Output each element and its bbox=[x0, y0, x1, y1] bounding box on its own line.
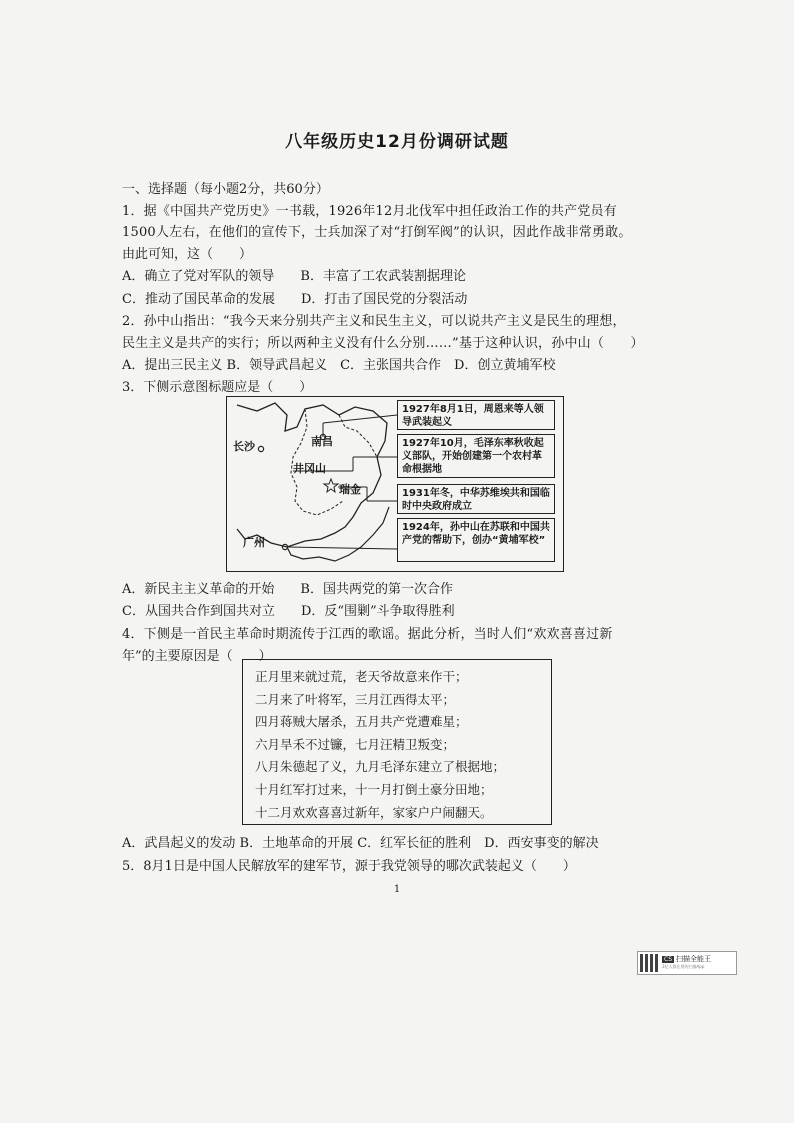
section-heading: 一、选择题（每小题2分，共60分） bbox=[122, 182, 329, 197]
question-4-options: A．武昌起义的发动 B．土地革命的开展 C．红军长征的胜利 D．西安事变的解决 bbox=[122, 836, 599, 851]
song-line: 四月蒋贼大屠杀，五月共产党遭难星； bbox=[255, 714, 468, 730]
city-ruijin: 瑞金 bbox=[339, 483, 361, 496]
page-number: 1 bbox=[393, 884, 401, 895]
question-2-line-1: 2．孙中山指出：“我今天来分别共产主义和民生主义，可以说共产主义是民生的理想， bbox=[122, 314, 626, 329]
question-3-options-ab: A．新民主主义革命的开始 B．国共两党的第一次合作 bbox=[122, 582, 453, 597]
question-5-stem: 5．8月1日是中国人民解放军的建军节，源于我党领导的哪次武装起义（ ） bbox=[122, 859, 576, 874]
song-line: 正月里来就过荒，老天爷故意来作干； bbox=[255, 669, 468, 684]
question-1-options-cd: C．推动了国民革命的发展 D．打击了国民党的分裂活动 bbox=[122, 292, 468, 307]
map-note-whampoa: 1924年，孙中山在苏联和中国共产党的帮助下，创办“黄埔军校” bbox=[397, 518, 555, 562]
map-note-nanchang-uprising: 1927年8月1日，周恩来等人领导武装起义 bbox=[397, 400, 555, 430]
city-guangzhou: 广州 bbox=[243, 536, 265, 549]
scanner-logo-icon: CS bbox=[664, 956, 672, 963]
song-line: 十月红军打过来，十一月打倒土豪分田地； bbox=[255, 781, 493, 797]
city-nanchang: 南昌 bbox=[311, 435, 333, 448]
question-3-stem: 3．下侧示意图标题应是（ ） bbox=[122, 380, 313, 395]
question-3-options-cd: C．从国共合作到国共对立 D．反“围剿”斗争取得胜利 bbox=[122, 604, 455, 619]
question-1-line-1: 1．据《中国共产党历史》一书载，1926年12月北伐军中担任政治工作的共产党员有 bbox=[122, 204, 617, 219]
song-line: 二月来了叶将军，三月江西得太平； bbox=[255, 691, 456, 707]
question-1-options-ab: A．确立了党对军队的领导 B．丰富了工农武装割据理论 bbox=[122, 269, 466, 284]
scanner-watermark bbox=[637, 951, 737, 975]
scanner-tagline: 3亿人都在用的扫描App bbox=[662, 964, 705, 969]
question-2-line-2: 民生主义是共产的实行；所以两种主义没有什么分别……”基于这种认识，孙中山（ ） bbox=[122, 336, 644, 351]
song-line: 八月朱德起了义，九月毛泽东建立了根据地； bbox=[255, 759, 506, 775]
song-line: 十二月欢欢喜喜过新年，家家户户闹翻天。 bbox=[255, 804, 493, 820]
question-2-options: A．提出三民主义 B．领导武昌起义 C．主张国共合作 D．创立黄埔军校 bbox=[122, 358, 556, 373]
map-note-soviet-government: 1931年冬，中华苏维埃共和国临时中央政府成立 bbox=[397, 484, 555, 514]
map-note-autumn-harvest: 1927年10月，毛泽东率秋收起义部队，开始创建第一个农村革命根据地 bbox=[397, 434, 555, 478]
folk-song-box bbox=[242, 659, 552, 825]
question-4-line-1: 4．下侧是一首民主革命时期流传于江西的歌谣。据此分析，当时人们“欢欢喜喜过新 bbox=[122, 627, 613, 642]
question-1-line-2: 1500人左右，在他们的宣传下，士兵加深了对“打倒军阀”的认识，因此作战非常勇敢。 bbox=[122, 225, 632, 240]
city-jinggangshan: 井冈山 bbox=[293, 462, 326, 475]
question-1-line-3: 由此可知，这（ ） bbox=[122, 247, 253, 262]
city-changsha: 长沙 bbox=[233, 440, 255, 453]
scanner-app-name: 扫描全能王 bbox=[676, 955, 711, 963]
question-4-line-2: 年”的主要原因是（ ） bbox=[122, 649, 272, 664]
revolution-map bbox=[226, 396, 564, 572]
song-line: 六月旱禾不过镰，七月汪精卫叛变； bbox=[255, 736, 456, 752]
qr-code-icon bbox=[640, 954, 658, 972]
page-title: 八年级历史12月份调研试题 bbox=[285, 132, 509, 152]
